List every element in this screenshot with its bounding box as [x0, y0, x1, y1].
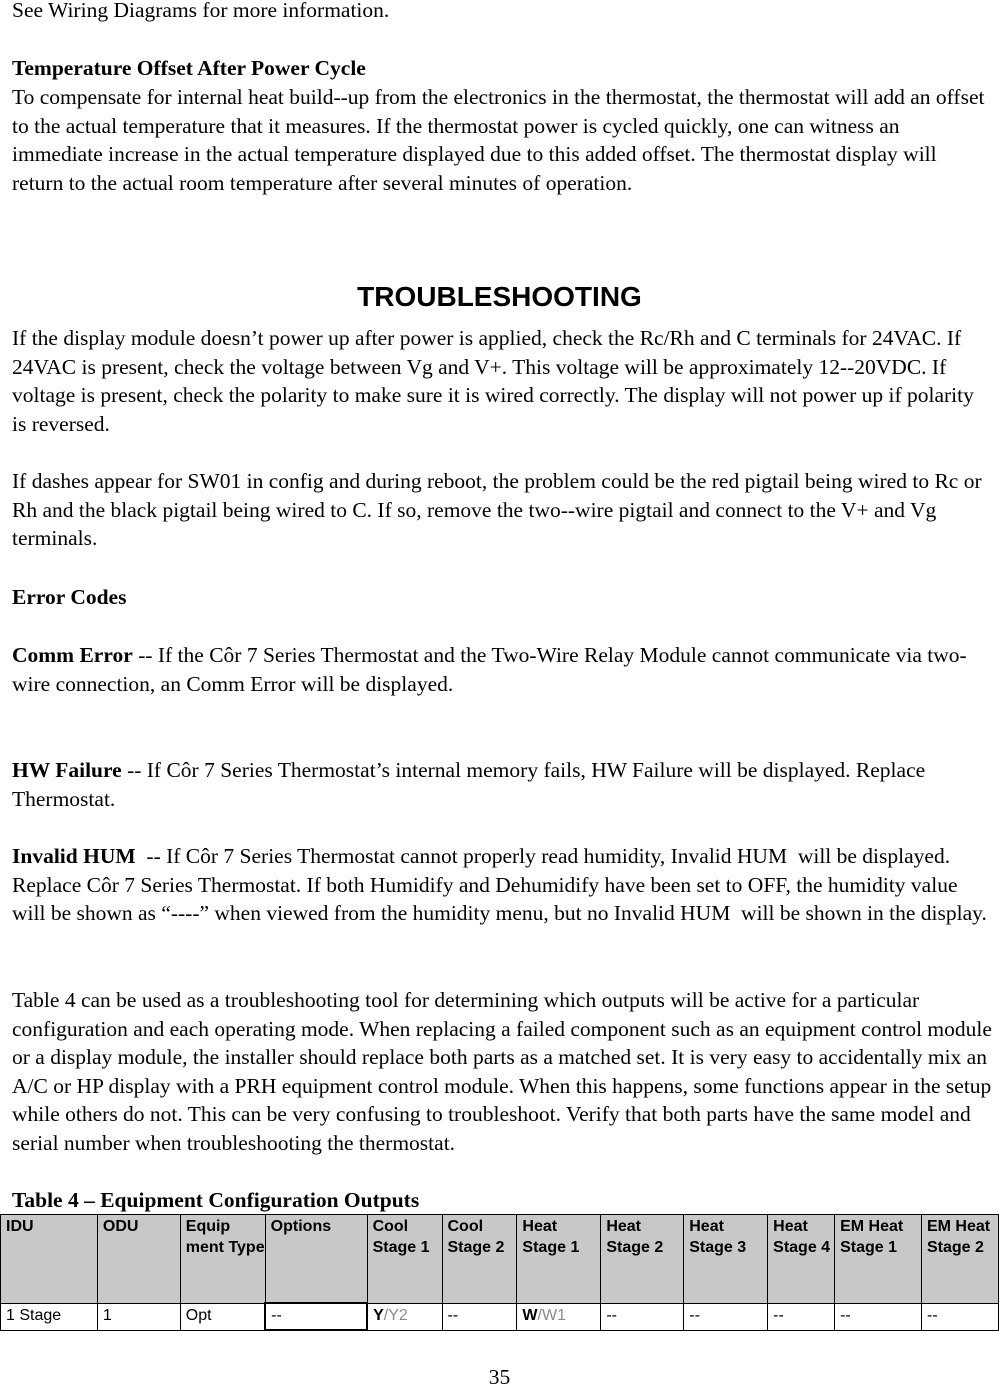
temperature-offset-paragraph: To compensate for internal heat build--up from the electronics in the thermostat, the thermostat will add an offset to the actual temperature that it measures. If the thermostat power is cycled quickly, one can witness an immediate increase in the actual temperature displayed due to this added offset. The thermostat display will return to the actual room temperature after several minutes of operation. [12, 85, 985, 195]
header-cool-stage-1: Cool Stage 1 [367, 1215, 442, 1304]
header-heat-stage-2: Heat Stage 2 [601, 1215, 684, 1304]
cell-cool-stage-2: -- [442, 1303, 517, 1330]
invalid-hum-paragraph [12, 842, 992, 928]
header-equipment-type: Equip ment Type [180, 1215, 265, 1304]
hw-failure-label: HW Failure [12, 758, 122, 782]
table-row [1, 1303, 999, 1330]
section-title-error-codes: Error Codes [12, 585, 127, 609]
invalid-hum-label: Invalid HUM [12, 844, 136, 868]
hw-failure-paragraph [12, 756, 992, 813]
heat-stage-1-alt: /W1 [537, 1306, 566, 1324]
cell-em-heat-stage-1: -- [835, 1303, 922, 1330]
cool-stage-1-alt: /Y2 [383, 1306, 408, 1324]
cell-heat-stage-4: -- [768, 1303, 835, 1330]
cell-odu: 1 [97, 1303, 180, 1330]
cell-heat-stage-1 [517, 1303, 601, 1330]
intro-text: See Wiring Diagrams for more information. [12, 0, 390, 22]
table-intro-paragraph: Table 4 can be used as a troubleshooting tool for determining which outputs will be active for a particular configuration and each operating mode. When replacing a failed component such as an equipment control module or a display module, the installer should replace both parts as a matched set. It is very easy to accidentally mix an A/C or HP display with a PRH equipment control module. When this happens, some functions appear in the setup while others do not. This can be very confusing to troubleshoot. Verify that both parts have the same model and serial number when troubleshooting the thermostat. [12, 988, 992, 1155]
cell-options: -- [265, 1303, 367, 1330]
invalid-hum-text: -- If Côr 7 Series Thermostat cannot properly read humidity, Invalid HUM will be displayed. Replace Côr 7 Series Thermostat. If both Humidify and Dehumidify have been set to OFF, the humidity value will be shown as “----” when viewed from the humidity menu, but no Invalid HUM will be shown in the display. [12, 844, 987, 926]
cell-type: Opt [180, 1303, 265, 1330]
cell-heat-stage-3: -- [684, 1303, 768, 1330]
header-em-heat-stage-2: EM Heat Stage 2 [921, 1215, 998, 1304]
troubleshooting-paragraph-1: If the display module doesn’t power up after power is applied, check the Rc/Rh and C terminals for 24VAC. If 24VAC is present, check the voltage between Vg and V+. This voltage will be approximately 12--20VDC. If voltage is present, check the polarity to make sure it is wired correctly. The display will not power up if polarity is reversed. [12, 326, 974, 436]
page-number: 35 [488, 1365, 511, 1389]
comm-error-paragraph [12, 641, 992, 698]
cell-em-heat-stage-2: -- [921, 1303, 998, 1330]
equipment-configuration-table [0, 1214, 999, 1331]
heat-stage-1-main: W [522, 1306, 538, 1324]
header-em-heat-stage-1: EM Heat Stage 1 [835, 1215, 922, 1304]
cell-heat-stage-2: -- [601, 1303, 684, 1330]
cool-stage-1-main: Y [373, 1306, 384, 1324]
cell-idu: 1 Stage [1, 1303, 98, 1330]
troubleshooting-paragraph-2: If dashes appear for SW01 in config and during reboot, the problem could be the red pigtail being wired to Rc or Rh and the black pigtail being wired to C. If so, remove the two--wire pigtail and connect to the V+ and Vg terminals. [12, 469, 982, 551]
comm-error-text: -- If the Côr 7 Series Thermostat and the Two-Wire Relay Module cannot communicate via two-wire connection, an Comm Error will be displayed. [12, 643, 967, 696]
section-title-temperature-offset: Temperature Offset After Power Cycle [12, 56, 366, 80]
troubleshooting-heading: TROUBLESHOOTING [357, 281, 642, 312]
header-idu: IDU [1, 1215, 98, 1304]
header-cool-stage-2: Cool Stage 2 [442, 1215, 517, 1304]
hw-failure-text: -- If Côr 7 Series Thermostat’s internal memory fails, HW Failure will be displayed. Replace Thermostat. [12, 758, 926, 811]
header-heat-stage-4: Heat Stage 4 [768, 1215, 835, 1304]
header-odu: ODU [97, 1215, 180, 1304]
table-caption: Table 4 – Equipment Configuration Outputs [12, 1188, 420, 1212]
header-options: Options [265, 1215, 367, 1304]
cell-cool-stage-1 [367, 1303, 442, 1330]
header-heat-stage-3: Heat Stage 3 [684, 1215, 768, 1304]
table-header-row [1, 1215, 999, 1304]
comm-error-label: Comm Error [12, 643, 133, 667]
header-heat-stage-1: Heat Stage 1 [517, 1215, 601, 1304]
